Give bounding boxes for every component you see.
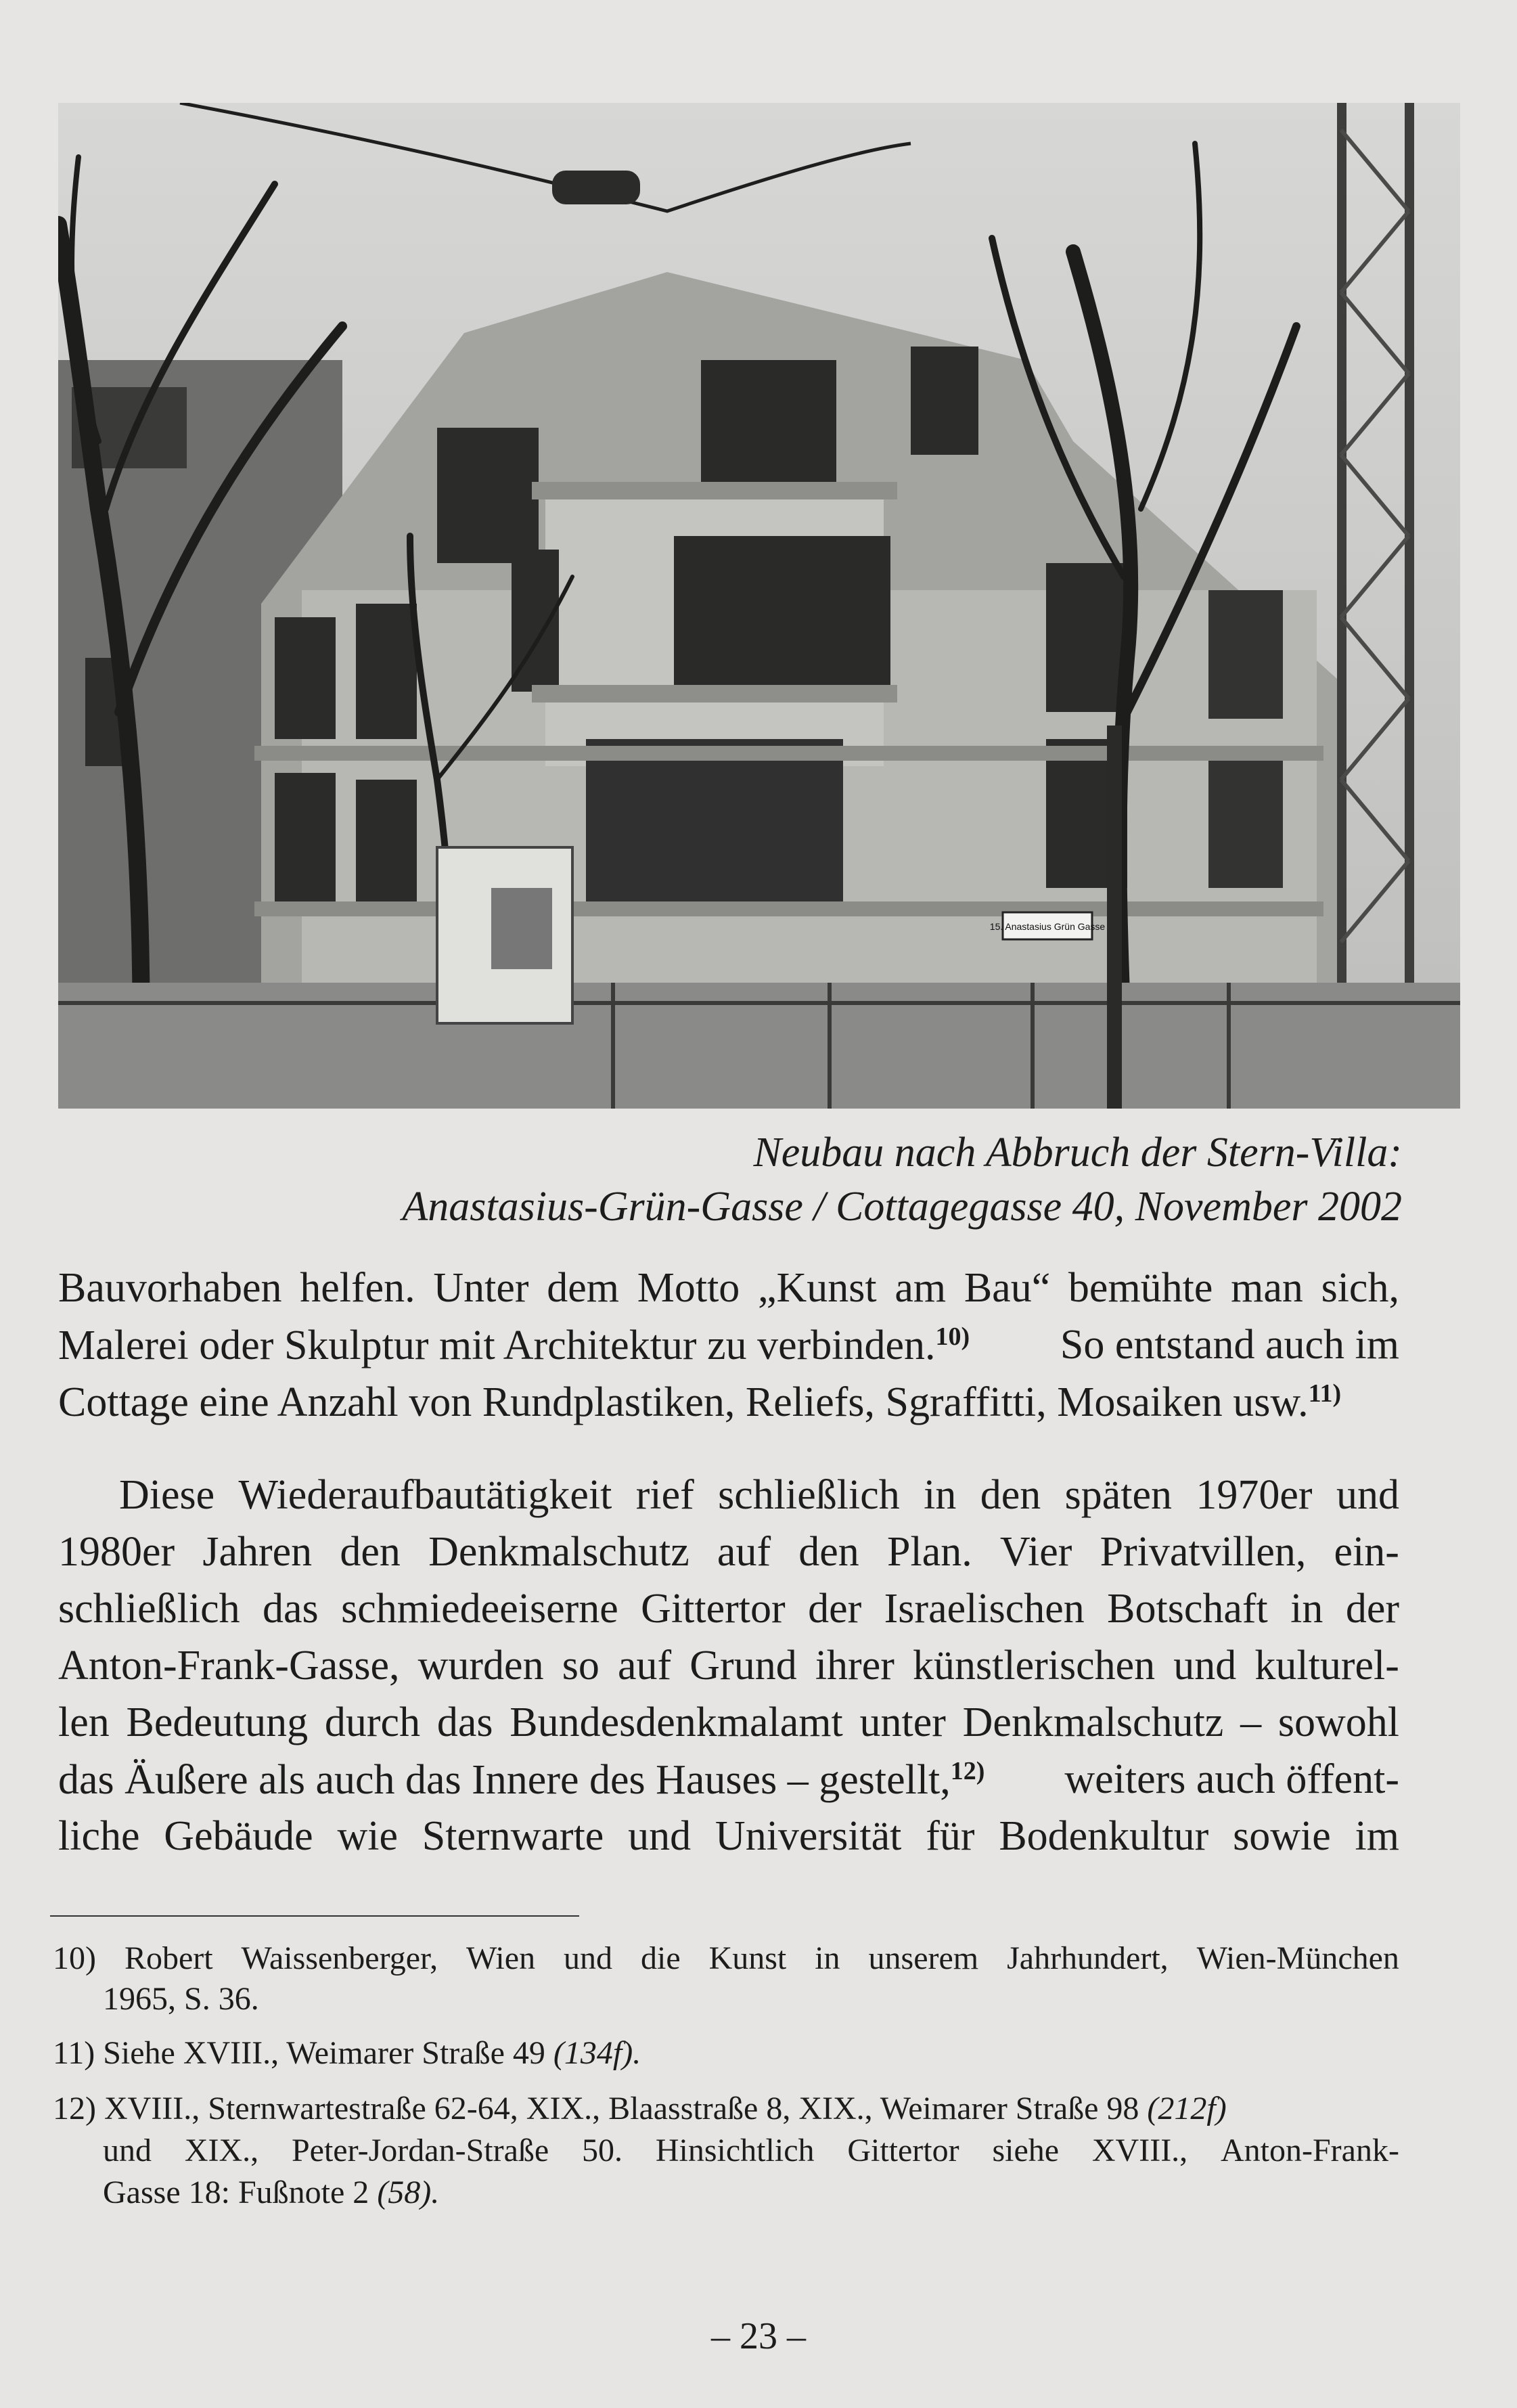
photo-caption-line-2: Anastasius-Grün-Gasse / Cottagegasse 40, November 2002 — [402, 1184, 1402, 1230]
paragraph-2-line-4 — [58, 1645, 1399, 1687]
word: 1980er — [58, 1529, 175, 1575]
text-run: Cottage eine Anzahl von Rundplastiken, Reliefs, Sgraffitti, Mosaiken usw. — [58, 1379, 1309, 1425]
footnote-11 — [53, 2037, 1399, 2070]
paragraph-2-line-2 — [58, 1531, 1399, 1573]
page-number: – 23 – — [711, 2315, 806, 2357]
word: Jahrhundert, — [1007, 1940, 1169, 1976]
footnote-divider — [50, 1915, 579, 1917]
footnote-10-line-1 — [53, 1942, 1399, 1975]
word: XIX., — [184, 2133, 259, 2168]
word: Universität — [715, 1813, 902, 1859]
word: Israelischen — [884, 1586, 1085, 1632]
text-run: das Äußere als auch das Innere des Hauses – gestellt, — [58, 1756, 951, 1803]
word: len — [58, 1699, 110, 1745]
word: Gebäude — [164, 1813, 313, 1859]
text-run: 12) XVIII., Sternwartestraße 62-64, XIX., Blaasstraße 8, XIX., Weimarer Straße 98 — [53, 2091, 1139, 2126]
word: bemühte — [1068, 1265, 1213, 1311]
street-sign-text: 15. Anastasius Grün Gasse — [989, 921, 1106, 932]
word: in — [815, 1940, 840, 1976]
footnote-ref-12[interactable]: 12) — [950, 1757, 985, 1785]
word: 50. — [582, 2133, 623, 2168]
page-reference: (58). — [377, 2175, 440, 2210]
word: und — [564, 1940, 613, 1976]
word: XVIII., — [1091, 2133, 1188, 2168]
text-run: So entstand auch im — [1060, 1322, 1399, 1368]
word: das — [436, 1699, 493, 1745]
word: Robert — [124, 1940, 213, 1976]
footnote-12-line-1 — [53, 2093, 1399, 2125]
word: Diese — [119, 1472, 215, 1518]
word: den — [340, 1529, 401, 1575]
word: 1970er — [1196, 1472, 1313, 1518]
word: wurden — [417, 1643, 544, 1689]
word: liche — [58, 1813, 140, 1859]
paragraph-2-line-1 — [58, 1474, 1399, 1516]
footnote-10-line-2: 1965, S. 36. — [103, 1981, 259, 2017]
word: 10) — [53, 1940, 96, 1976]
word: die — [640, 1940, 681, 1976]
page-reference: (134f). — [553, 2035, 641, 2071]
word: „Kunst — [758, 1265, 877, 1311]
footnote-ref-11[interactable]: 11) — [1308, 1379, 1342, 1408]
word: Hinsichtlich — [655, 2133, 815, 2168]
word: rief — [635, 1472, 694, 1518]
word: Vier — [999, 1529, 1072, 1575]
word: ihrer — [815, 1643, 895, 1689]
word: Bau“ — [964, 1265, 1051, 1311]
word: Bedeutung — [126, 1699, 309, 1745]
photo-caption-line-1: Neubau nach Abbruch der Stern-Villa: — [753, 1130, 1402, 1176]
page-reference: (212f) — [1147, 2091, 1227, 2126]
word: Wien-München — [1196, 1940, 1399, 1976]
paragraph-1-line-3 — [58, 1381, 1399, 1423]
word: in — [924, 1472, 957, 1518]
paragraph-2-line-3 — [58, 1588, 1399, 1630]
paragraph-2-line-5 — [58, 1701, 1399, 1743]
paragraph-2-line-7 — [58, 1815, 1399, 1857]
word: Wien — [466, 1940, 536, 1976]
word: in — [1290, 1586, 1323, 1632]
word: der — [1345, 1586, 1399, 1632]
word: Anton-Frank- — [1221, 2133, 1399, 2168]
text-run: weiters auch öffent- — [1064, 1756, 1399, 1802]
word: Unter — [433, 1265, 529, 1311]
word: schließlich — [718, 1472, 900, 1518]
paragraph-1-line-1 — [58, 1267, 1399, 1309]
word: auf — [617, 1643, 672, 1689]
paragraph-1-line-2 — [58, 1324, 1399, 1366]
paragraph-2-line-6 — [58, 1758, 1399, 1801]
word: unter — [859, 1699, 946, 1745]
word: für — [926, 1813, 975, 1859]
word: Plan. — [887, 1529, 972, 1575]
word: – — [1240, 1699, 1262, 1745]
word: Waissenberger, — [241, 1940, 438, 1976]
word: Gittertor — [847, 2133, 959, 2168]
word: sich, — [1321, 1265, 1399, 1311]
word: den — [980, 1472, 1041, 1518]
word: Wiederaufbautätigkeit — [238, 1472, 612, 1518]
word: man — [1231, 1265, 1303, 1311]
word: Botschaft — [1107, 1586, 1268, 1632]
text-run: 11) Siehe XVIII., Weimarer Straße 49 — [53, 2035, 545, 2071]
word: und — [1336, 1472, 1399, 1518]
word: Sternwarte — [422, 1813, 604, 1859]
word: Gittertor — [641, 1586, 786, 1632]
footnote-ref-10[interactable]: 10) — [935, 1322, 970, 1351]
word: späten — [1064, 1472, 1173, 1518]
word: und — [1173, 1643, 1237, 1689]
word: unserem — [868, 1940, 979, 1976]
word: schmiedeeiserne — [341, 1586, 618, 1632]
word: Bauvorhaben — [58, 1265, 282, 1311]
word: Grund — [689, 1643, 797, 1689]
word: und — [628, 1813, 692, 1859]
word: Peter-Jordan-Straße — [291, 2133, 549, 2168]
word: so — [562, 1643, 599, 1689]
word: Bodenkultur — [999, 1813, 1209, 1859]
word: Denkmalschutz — [428, 1529, 689, 1575]
construction-site-photo-icon — [58, 103, 1460, 1109]
word: Anton-Frank-Gasse, — [58, 1643, 400, 1689]
word: siehe — [992, 2133, 1060, 2168]
word: schließlich — [58, 1586, 240, 1632]
word: durch — [324, 1699, 421, 1745]
footnote-12-line-3 — [103, 2177, 1399, 2209]
word: dem — [547, 1265, 620, 1311]
word: Kunst — [708, 1940, 787, 1976]
word: sowie — [1233, 1813, 1331, 1859]
word: Jahren — [202, 1529, 313, 1575]
word: Motto — [637, 1265, 740, 1311]
word: kulturel- — [1254, 1643, 1399, 1689]
word: am — [895, 1265, 947, 1311]
word: Privatvillen, — [1100, 1529, 1307, 1575]
footnote-12-line-2 — [103, 2135, 1399, 2167]
word: Bundesdenkmalamt — [510, 1699, 843, 1745]
word: im — [1355, 1813, 1399, 1859]
word: den — [798, 1529, 859, 1575]
word: Denkmalschutz — [962, 1699, 1224, 1745]
word: wie — [337, 1813, 398, 1859]
text-run: Malerei oder Skulptur mit Architektur zu verbinden. — [58, 1322, 936, 1368]
text-run: Gasse 18: Fußnote 2 — [103, 2175, 369, 2210]
word: der — [808, 1586, 862, 1632]
word: ein- — [1334, 1529, 1399, 1575]
building-photo — [58, 103, 1460, 1109]
word: helfen. — [300, 1265, 415, 1311]
word: und — [103, 2133, 152, 2168]
word: künstlerischen — [913, 1643, 1156, 1689]
word: sowohl — [1277, 1699, 1399, 1745]
word: auf — [717, 1529, 771, 1575]
word: das — [263, 1586, 319, 1632]
